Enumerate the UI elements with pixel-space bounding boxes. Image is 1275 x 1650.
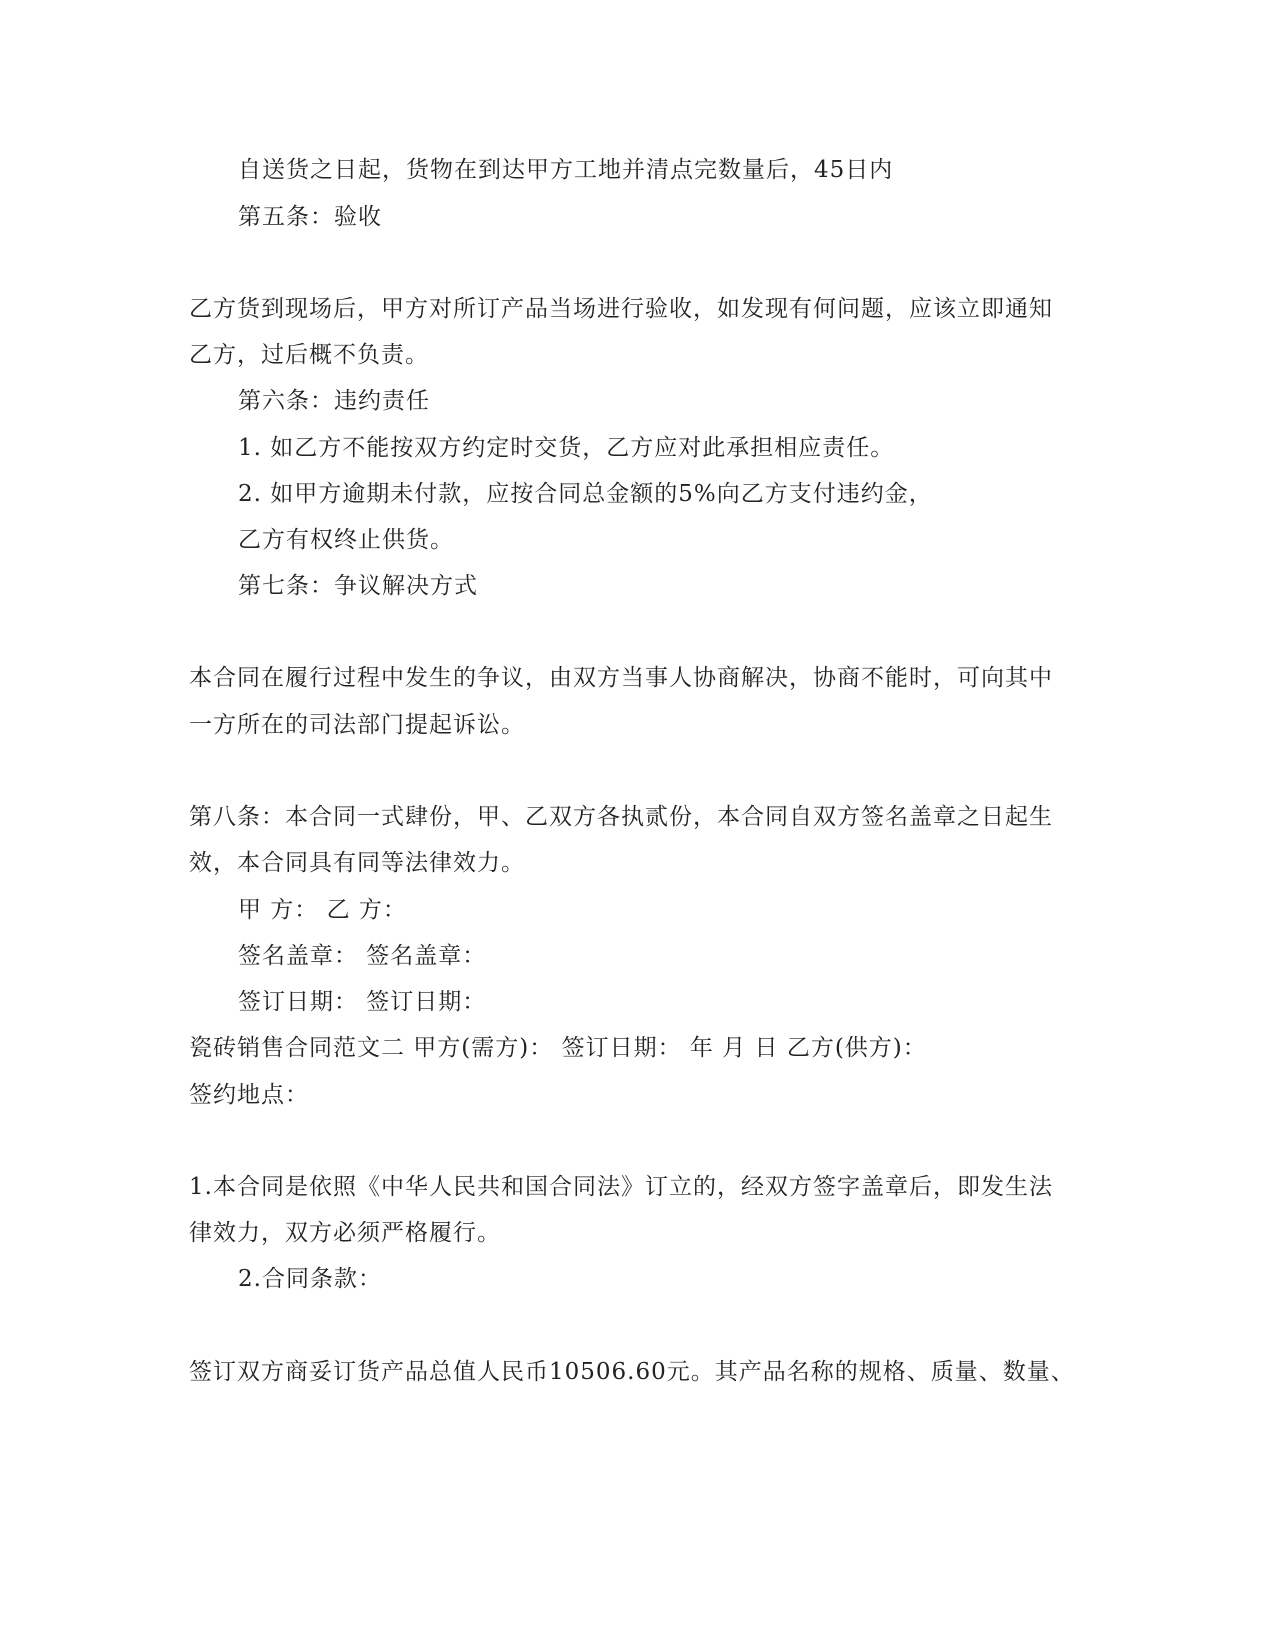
contract-title-row: 瓷砖销售合同范文二 甲方(需方)： 签订日期： 年 月 日 乙方(供方)：: [189, 1035, 927, 1061]
signing-date-row: 签订日期： 签订日期：: [238, 989, 487, 1015]
paragraph-line: 第八条：本合同一式肆份，甲、乙双方各执贰份，本合同自双方签名盖章之日起生: [189, 804, 1053, 830]
section-heading: 第六条：违约责任: [238, 388, 430, 414]
paragraph-line: 乙方，过后概不负责。: [189, 342, 429, 368]
paragraph-line: 签订双方商妥订货产品总值人民币10506.60元。其产品名称的规格、质量、数量、: [189, 1359, 1075, 1385]
paragraph-line: 效，本合同具有同等法律效力。: [189, 850, 525, 876]
list-item: 2. 如甲方逾期未付款，应按合同总金额的5%向乙方支付违约金，: [238, 481, 933, 507]
section-heading: 第五条：验收: [238, 204, 382, 230]
section-heading: 2.合同条款：: [238, 1266, 382, 1292]
party-label-row: 甲 方： 乙 方：: [238, 897, 407, 923]
list-item: 1. 如乙方不能按双方约定时交货，乙方应对此承担相应责任。: [238, 435, 895, 461]
paragraph-line: 乙方有权终止供货。: [238, 527, 454, 553]
paragraph-line: 一方所在的司法部门提起诉讼。: [189, 712, 525, 738]
paragraph-line: 律效力，双方必须严格履行。: [189, 1220, 501, 1246]
section-heading: 第七条：争议解决方式: [238, 573, 478, 599]
signing-location: 签约地点：: [189, 1082, 309, 1108]
paragraph-line: 自送货之日起，货物在到达甲方工地并清点完数量后，45日内: [238, 157, 894, 183]
signature-row: 签名盖章： 签名盖章：: [238, 943, 487, 969]
paragraph-line: 乙方货到现场后，甲方对所订产品当场进行验收，如发现有何问题，应该立即通知: [189, 296, 1053, 322]
paragraph-line: 1.本合同是依照《中华人民共和国合同法》订立的，经双方签字盖章后，即发生法: [189, 1174, 1053, 1200]
paragraph-line: 本合同在履行过程中发生的争议，由双方当事人协商解决，协商不能时，可向其中: [189, 665, 1053, 691]
